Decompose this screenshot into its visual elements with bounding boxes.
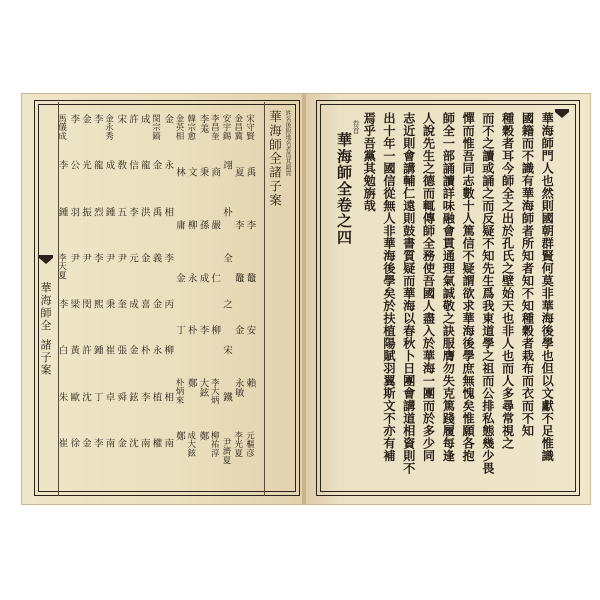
- column-divider: [264, 102, 265, 496]
- roster-name: 南: [138, 437, 150, 448]
- roster-name: 閔: [80, 299, 91, 309]
- roster-name: 閔宗鎬: [150, 114, 161, 141]
- roster-name: 徐: [68, 437, 80, 448]
- roster-name: 崔: [103, 345, 115, 355]
- preface-line: 種穀者耳今師全之出於孔氏之壁始天也非人也而人多尋常視之: [500, 112, 515, 450]
- roster-name: 尹: [68, 252, 80, 263]
- roster-name: 李: [56, 160, 68, 170]
- roster-name: 安: [244, 325, 256, 336]
- preface-line: 焉乎吾黨其勉旃哉: [362, 112, 377, 212]
- roster-name: 庸: [174, 219, 185, 230]
- roster-name: 賴: [244, 378, 256, 388]
- roster-name: 丙: [162, 299, 174, 309]
- roster-name: 宋: [221, 345, 232, 355]
- roster-name: 安宇錫: [221, 114, 231, 141]
- roster-name: 鍾: [103, 206, 115, 217]
- roster-name: 永: [162, 160, 174, 170]
- roster-name: 李光夏: [232, 431, 243, 458]
- roster-name: 秉: [197, 166, 209, 177]
- roster-name: 韓宗愈: [185, 114, 196, 141]
- fishtail-mark-icon: [554, 108, 570, 122]
- page-title: 華海師全諸子案: [267, 110, 283, 208]
- preface-line: 志近則會講輔仁遠則鼓書質疑而華海以春秋卜日團會講道相資則不: [401, 112, 416, 475]
- roster-name: 金: [115, 437, 127, 448]
- roster-name: 馬儀成: [56, 114, 67, 141]
- roster-name: 大鉉: [197, 378, 209, 398]
- roster-name: 義: [150, 252, 162, 263]
- roster-name: 孫: [197, 219, 209, 230]
- roster-name: 敎: [115, 160, 127, 170]
- roster-name: 金英相: [174, 114, 184, 141]
- preface-line: 而不之讀或誦之而反疑不知先生爲我東道學之祖而公排私態幾少畏: [480, 112, 495, 475]
- roster-name: 成: [127, 299, 138, 309]
- roster-name: 仁: [209, 272, 221, 283]
- open-book: [22, 94, 590, 504]
- roster-name: 光: [80, 160, 91, 170]
- roster-name: 金: [138, 252, 150, 263]
- roster-name: 林: [174, 166, 185, 177]
- roster-name: 洪: [138, 206, 150, 217]
- roster-name: 白: [56, 345, 68, 355]
- roster-name: 金: [174, 272, 185, 283]
- book-tag-sub: 諸子案: [39, 339, 52, 377]
- roster-name: 舜: [115, 391, 127, 402]
- roster-name: 成: [138, 114, 150, 124]
- roster-name: 丁: [91, 391, 103, 402]
- roster-name: 金永秀: [103, 114, 114, 141]
- preface-line: 人說先生之德而輒傳師全務使吾國人盡入於華海一團而於多少同: [421, 112, 436, 462]
- roster-name: 朴: [138, 345, 150, 355]
- roster-name: 金: [80, 114, 91, 124]
- roster-name: 喜: [138, 299, 150, 309]
- roster-name: 相: [162, 206, 174, 217]
- roster-name: 烈: [91, 206, 103, 217]
- roster-name: 金: [162, 114, 174, 124]
- roster-name: 植: [150, 391, 162, 402]
- roster-name: 文: [185, 166, 197, 177]
- roster-name: 全: [221, 252, 232, 263]
- roster-name: 奎: [115, 299, 127, 309]
- roster-name: 翊: [221, 160, 232, 170]
- roster-name: 之: [221, 299, 232, 309]
- roster-name: 李: [91, 114, 103, 124]
- roster-name: 李: [232, 219, 244, 230]
- roster-name: 禹: [244, 166, 256, 177]
- roster-name: 龍: [138, 160, 150, 170]
- roster-name: 尹濟夏: [221, 437, 231, 464]
- title-note: 姓名後附地名者爲其籍貫: [284, 110, 291, 176]
- roster-name: 鄭: [185, 378, 197, 388]
- roster-name: 許: [80, 345, 91, 355]
- roster-name: 信: [127, 160, 138, 170]
- title-tag: 卷首: [352, 120, 360, 134]
- roster-name: 許: [127, 114, 138, 124]
- roster-name: 羽: [68, 206, 80, 217]
- roster-name: 卓: [103, 391, 115, 402]
- roster-name: 鄭: [174, 431, 185, 441]
- roster-name: 永敏: [232, 378, 244, 398]
- roster-name: 鼇: [244, 272, 256, 283]
- roster-name: 李: [56, 299, 68, 309]
- roster-name: 振: [80, 206, 91, 217]
- roster-name: 李: [138, 391, 150, 402]
- roster-name: 夏: [232, 166, 244, 177]
- roster-name: 宋: [115, 114, 127, 124]
- roster-name: 五: [115, 206, 127, 217]
- book-title: 華海師全卷之四: [335, 132, 353, 246]
- book-tag: 華海師全: [39, 282, 52, 332]
- roster-name: 鼇: [232, 272, 244, 283]
- roster-name: 朴: [221, 206, 232, 217]
- roster-name: 金: [232, 325, 244, 336]
- roster-name: 朴: [185, 325, 197, 336]
- roster-name: 鉉: [127, 391, 138, 402]
- roster-name: 張: [115, 345, 127, 355]
- roster-name: 元: [127, 252, 138, 263]
- preface-line: 憚而惟吾同志數十人篤信不疑謂欲求華海後學庶無愧矣惟願各抱: [461, 112, 476, 462]
- roster-name: 尹: [80, 252, 91, 263]
- roster-name: 朴炳來: [174, 378, 184, 405]
- column-divider: [58, 102, 59, 496]
- right-page: [306, 94, 590, 504]
- roster-name: 金昌冀: [232, 114, 243, 141]
- roster-name: 李: [91, 252, 103, 263]
- roster-name: 黃: [68, 345, 80, 355]
- roster-name: 歐: [68, 391, 80, 402]
- preface-line: 師全一部誦讀詳味融會貫通理氣誠敬之訣服膺勿失克篤踐履每逢: [441, 112, 456, 462]
- roster-name: 南: [162, 437, 174, 448]
- roster-name: 鍾: [56, 206, 68, 217]
- preface-line: 國籍而不識有華海師者所知者知不知種穀者栽布而衣而不知: [520, 112, 535, 437]
- roster-name: 李: [244, 219, 256, 230]
- roster-name: 權: [150, 437, 162, 448]
- roster-name: 公: [68, 160, 80, 170]
- roster-name: 永: [185, 272, 197, 283]
- roster-name: 南: [103, 437, 115, 448]
- roster-name: 元樞彦: [244, 431, 255, 458]
- roster-name: 商: [209, 166, 221, 177]
- roster-name: 柳: [209, 325, 221, 336]
- roster-name: 柳祐淳: [209, 431, 220, 458]
- roster-name: 熙: [91, 299, 103, 309]
- roster-name: 金: [150, 299, 162, 309]
- preface-line: 出十年一國信從無人非華海後學矣於扶植陽賦羽翼斯文不亦有補: [381, 112, 396, 462]
- roster-name: 鐵: [221, 391, 232, 402]
- roster-name: 李: [68, 114, 80, 124]
- roster-name: 梁: [68, 299, 80, 309]
- roster-name: 尹: [103, 252, 115, 263]
- roster-name: 金: [80, 437, 91, 448]
- roster-name: 李: [197, 325, 209, 336]
- roster-name: 尹: [115, 252, 127, 263]
- roster-name: 成大鉉: [185, 431, 196, 458]
- roster-name: 龍: [91, 160, 103, 170]
- fishtail-mark-icon: [38, 254, 54, 268]
- roster-name: 沈: [127, 437, 138, 448]
- roster-name: 宋守賢: [244, 114, 255, 141]
- roster-name: 柳: [162, 345, 174, 355]
- roster-name: 柳: [185, 219, 197, 230]
- roster-name: 嚴: [209, 219, 221, 230]
- roster-name: 鄭: [197, 431, 209, 441]
- roster-name: 鍾: [91, 345, 103, 355]
- roster-name: 相: [162, 391, 174, 402]
- roster-name: 成: [197, 272, 209, 283]
- roster-name: 禹: [150, 206, 162, 217]
- roster-name: 朱: [56, 391, 68, 402]
- roster-name: 李大炳: [209, 378, 220, 405]
- roster-name: 沈: [80, 391, 91, 402]
- roster-name: 金: [127, 345, 138, 355]
- roster-name: 崔: [56, 437, 68, 448]
- roster-name: 金: [150, 160, 162, 170]
- roster-name: 秉: [103, 299, 115, 309]
- roster-name: 李: [91, 437, 103, 448]
- roster-name: 李昌奎: [209, 114, 220, 141]
- roster-name: 永: [150, 345, 162, 355]
- preface-line: 華海師門人也然則國朝群賢何莫非華海後學也但以文獻不足惟識: [540, 112, 555, 462]
- roster-name: 李: [127, 206, 138, 217]
- roster-name: 丁: [174, 325, 185, 336]
- left-page: [22, 94, 304, 504]
- roster-name: 李天夏: [56, 252, 67, 279]
- roster-name: 成: [103, 160, 115, 170]
- roster-name: 李羗: [197, 114, 209, 134]
- roster-name: 李: [162, 252, 174, 263]
